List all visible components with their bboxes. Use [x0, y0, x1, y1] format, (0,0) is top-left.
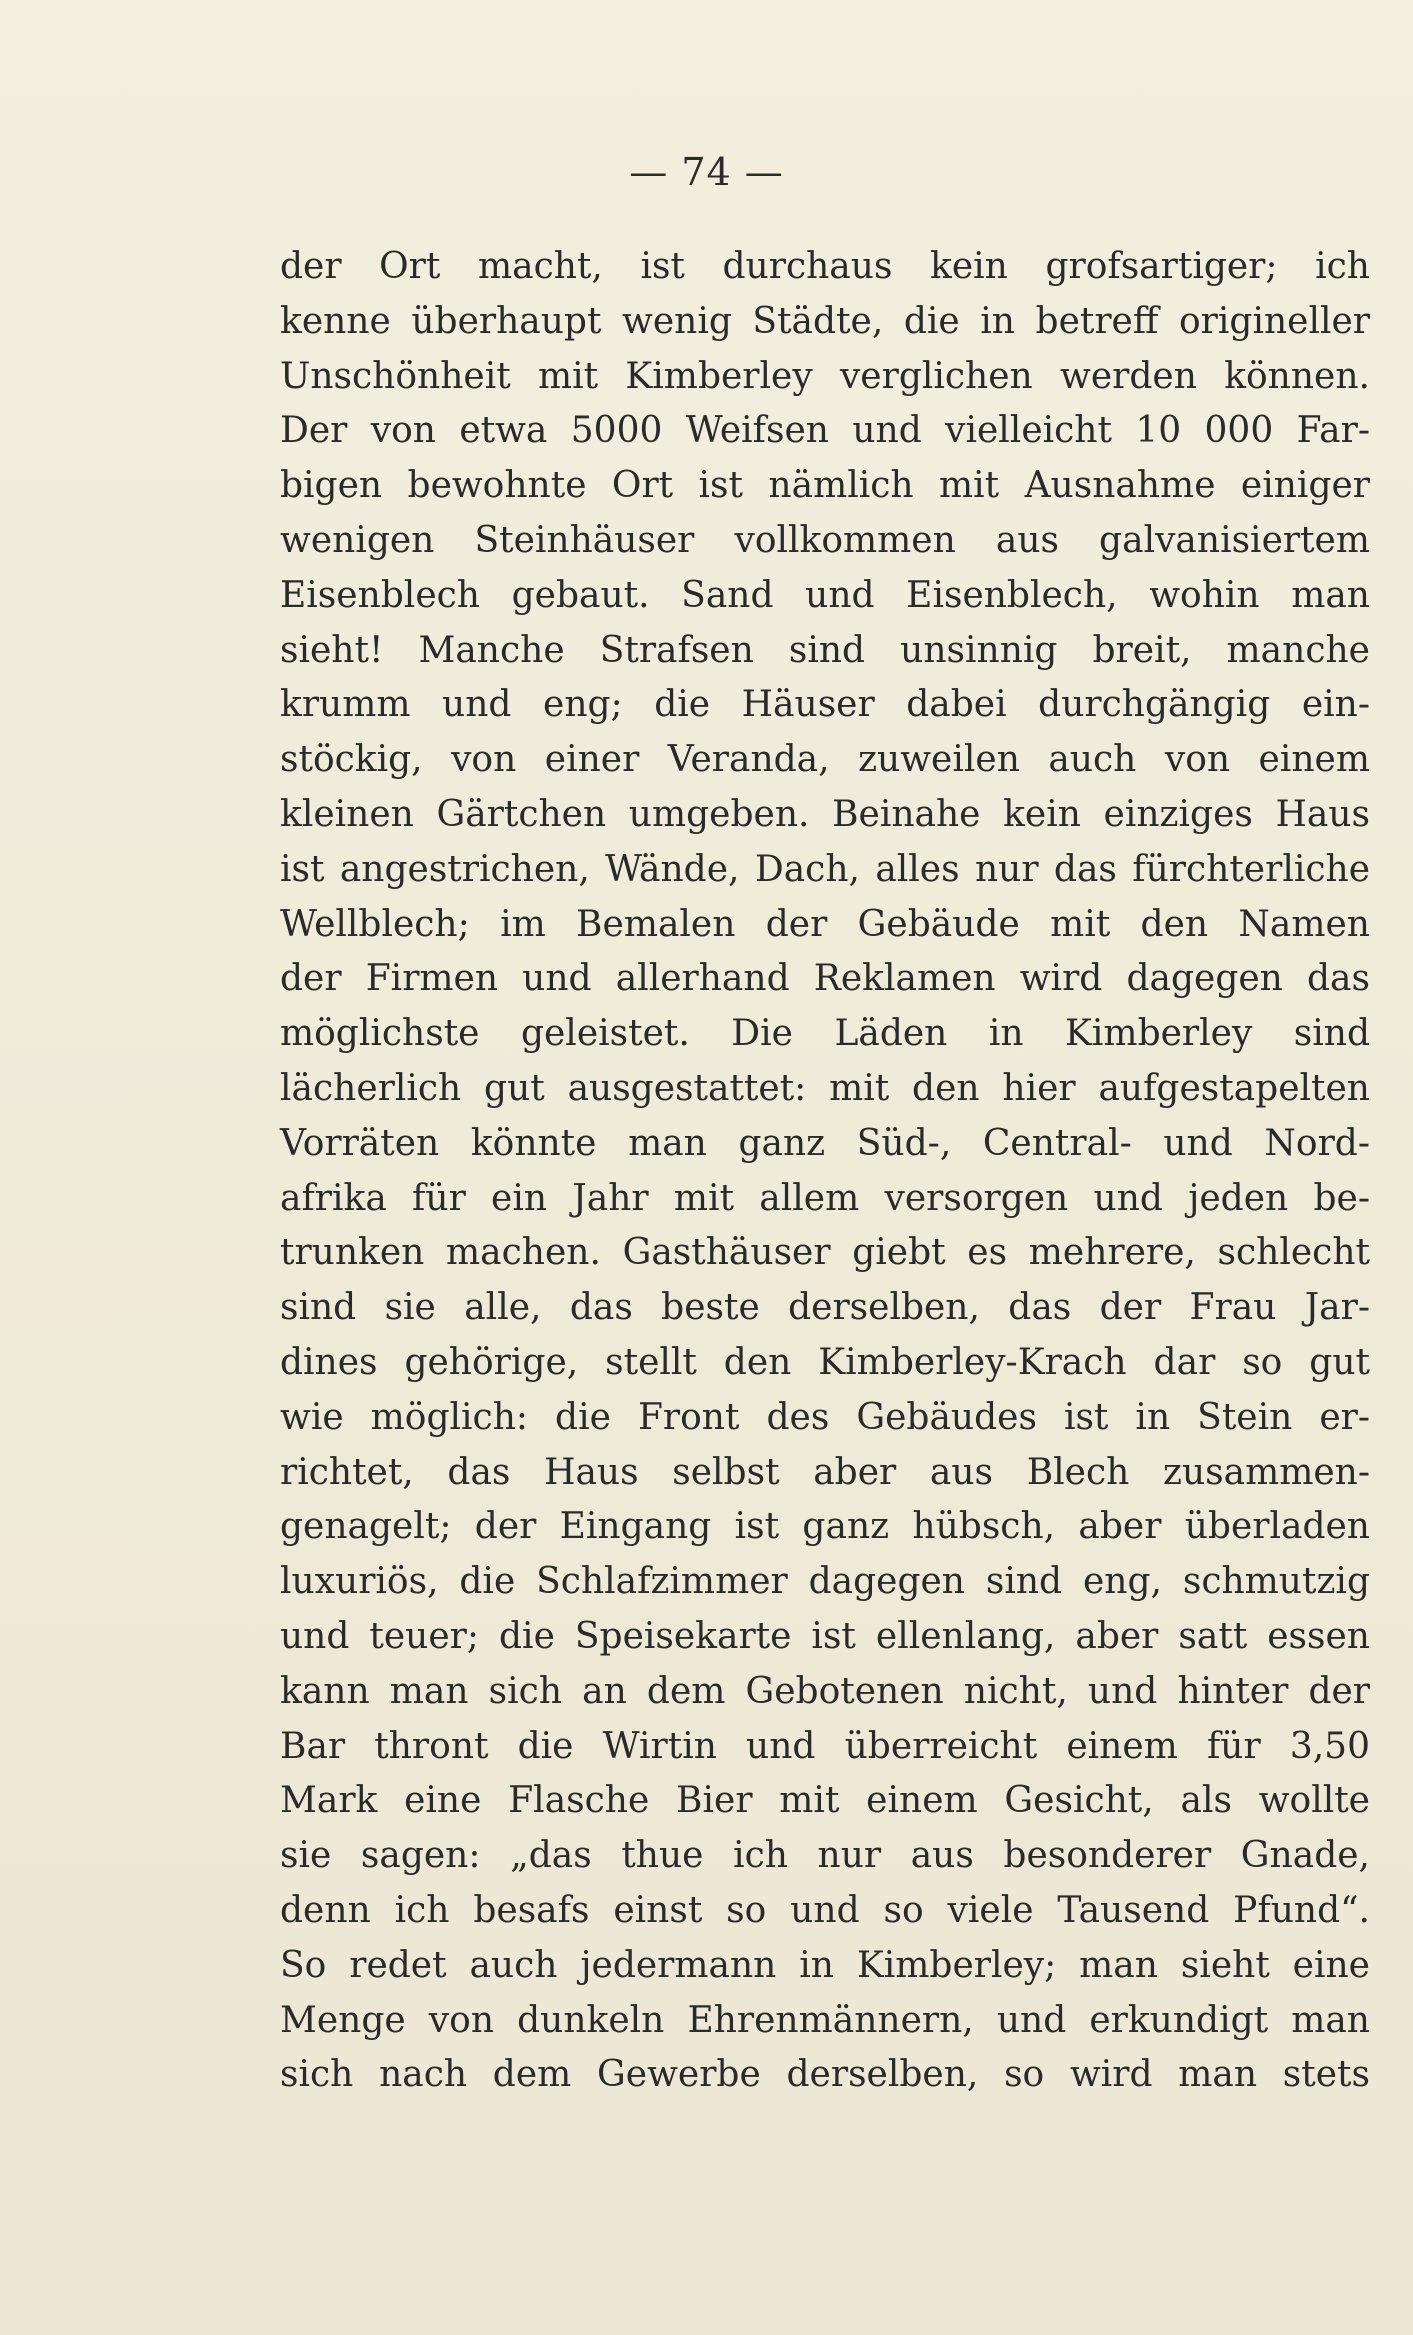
text-line-32: So redet auch jedermann in Kimberley; man sieht eine	[280, 1944, 1370, 1986]
text-line-2: kenne überhaupt wenig Städte, die in betreff origineller	[280, 300, 1370, 342]
text-line-13: Wellblech; im Bemalen der Gebäude mit den Namen	[280, 903, 1370, 945]
text-line-28: Bar thront die Wirtin und überreicht einem für 3,50	[280, 1725, 1370, 1767]
text-line-26: und teuer; die Speisekarte ist ellenlang, aber satt essen	[280, 1615, 1370, 1657]
text-line-23: richtet, das Haus selbst aber aus Blech zusammen-	[280, 1451, 1370, 1493]
body-text	[280, 240, 1370, 2103]
text-line-5: bigen bewohnte Ort ist nämlich mit Ausnahme einiger	[280, 465, 1370, 507]
text-line-17: Vorräten könnte man ganz Süd-, Central- und Nord-	[280, 1122, 1370, 1164]
text-line-8: sieht! Manche Strafsen sind unsinnig breit, manche	[280, 629, 1370, 671]
text-line-3: Unschönheit mit Kimberley verglichen werden können.	[280, 355, 1370, 397]
text-line-30: sie sagen: „das thue ich nur aus besonderer Gnade,	[280, 1835, 1370, 1877]
text-line-31: denn ich besafs einst so und so viele Tausend Pfund“.	[280, 1889, 1370, 1931]
text-line-15: möglichste geleistet. Die Läden in Kimberley sind	[280, 1013, 1370, 1055]
text-line-9: krumm und eng; die Häuser dabei durchgängig ein-	[280, 684, 1370, 726]
text-line-20: sind sie alle, das beste derselben, das der Frau Jar-	[280, 1287, 1370, 1329]
text-line-25: luxuriös, die Schlafzimmer dagegen sind eng, schmutzig	[280, 1561, 1370, 1603]
page-number: — 74 —	[629, 150, 784, 194]
text-line-18: afrika für ein Jahr mit allem versorgen und jeden be-	[280, 1177, 1370, 1219]
text-line-10: stöckig, von einer Veranda, zuweilen auch von einem	[280, 739, 1370, 781]
text-line-29: Mark eine Flasche Bier mit einem Gesicht, als wollte	[280, 1780, 1370, 1822]
text-line-7: Eisenblech gebaut. Sand und Eisenblech, wohin man	[280, 574, 1370, 616]
text-line-11: kleinen Gärtchen umgeben. Beinahe kein einziges Haus	[280, 793, 1370, 835]
text-line-12: ist angestrichen, Wände, Dach, alles nur das fürchterliche	[280, 848, 1370, 890]
text-line-4: Der von etwa 5000 Weifsen und vielleicht 10 000 Far-	[280, 410, 1370, 452]
text-line-27: kann man sich an dem Gebotenen nicht, und hinter der	[280, 1670, 1370, 1712]
text-line-21: dines gehörige, stellt den Kimberley-Krach dar so gut	[280, 1341, 1370, 1383]
text-line-34: sich nach dem Gewerbe derselben, so wird man stets	[280, 2054, 1370, 2096]
text-line-19: trunken machen. Gasthäuser giebt es mehrere, schlecht	[280, 1232, 1370, 1274]
text-line-6: wenigen Steinhäuser vollkommen aus galvanisiertem	[280, 519, 1370, 561]
text-line-1: der Ort macht, ist durchaus kein grofsartiger; ich	[280, 246, 1370, 287]
text-line-16: lächerlich gut ausgestattet: mit den hier aufgestapelten	[280, 1067, 1370, 1109]
text-line-24: genagelt; der Eingang ist ganz hübsch, aber überladen	[280, 1506, 1370, 1548]
text-line-22: wie möglich: die Front des Gebäudes ist in Stein er-	[280, 1396, 1370, 1438]
text-line-33: Menge von dunkeln Ehrenmännern, und erkundigt man	[280, 1999, 1370, 2041]
text-line-14: der Firmen und allerhand Reklamen wird dagegen das	[280, 958, 1370, 1000]
